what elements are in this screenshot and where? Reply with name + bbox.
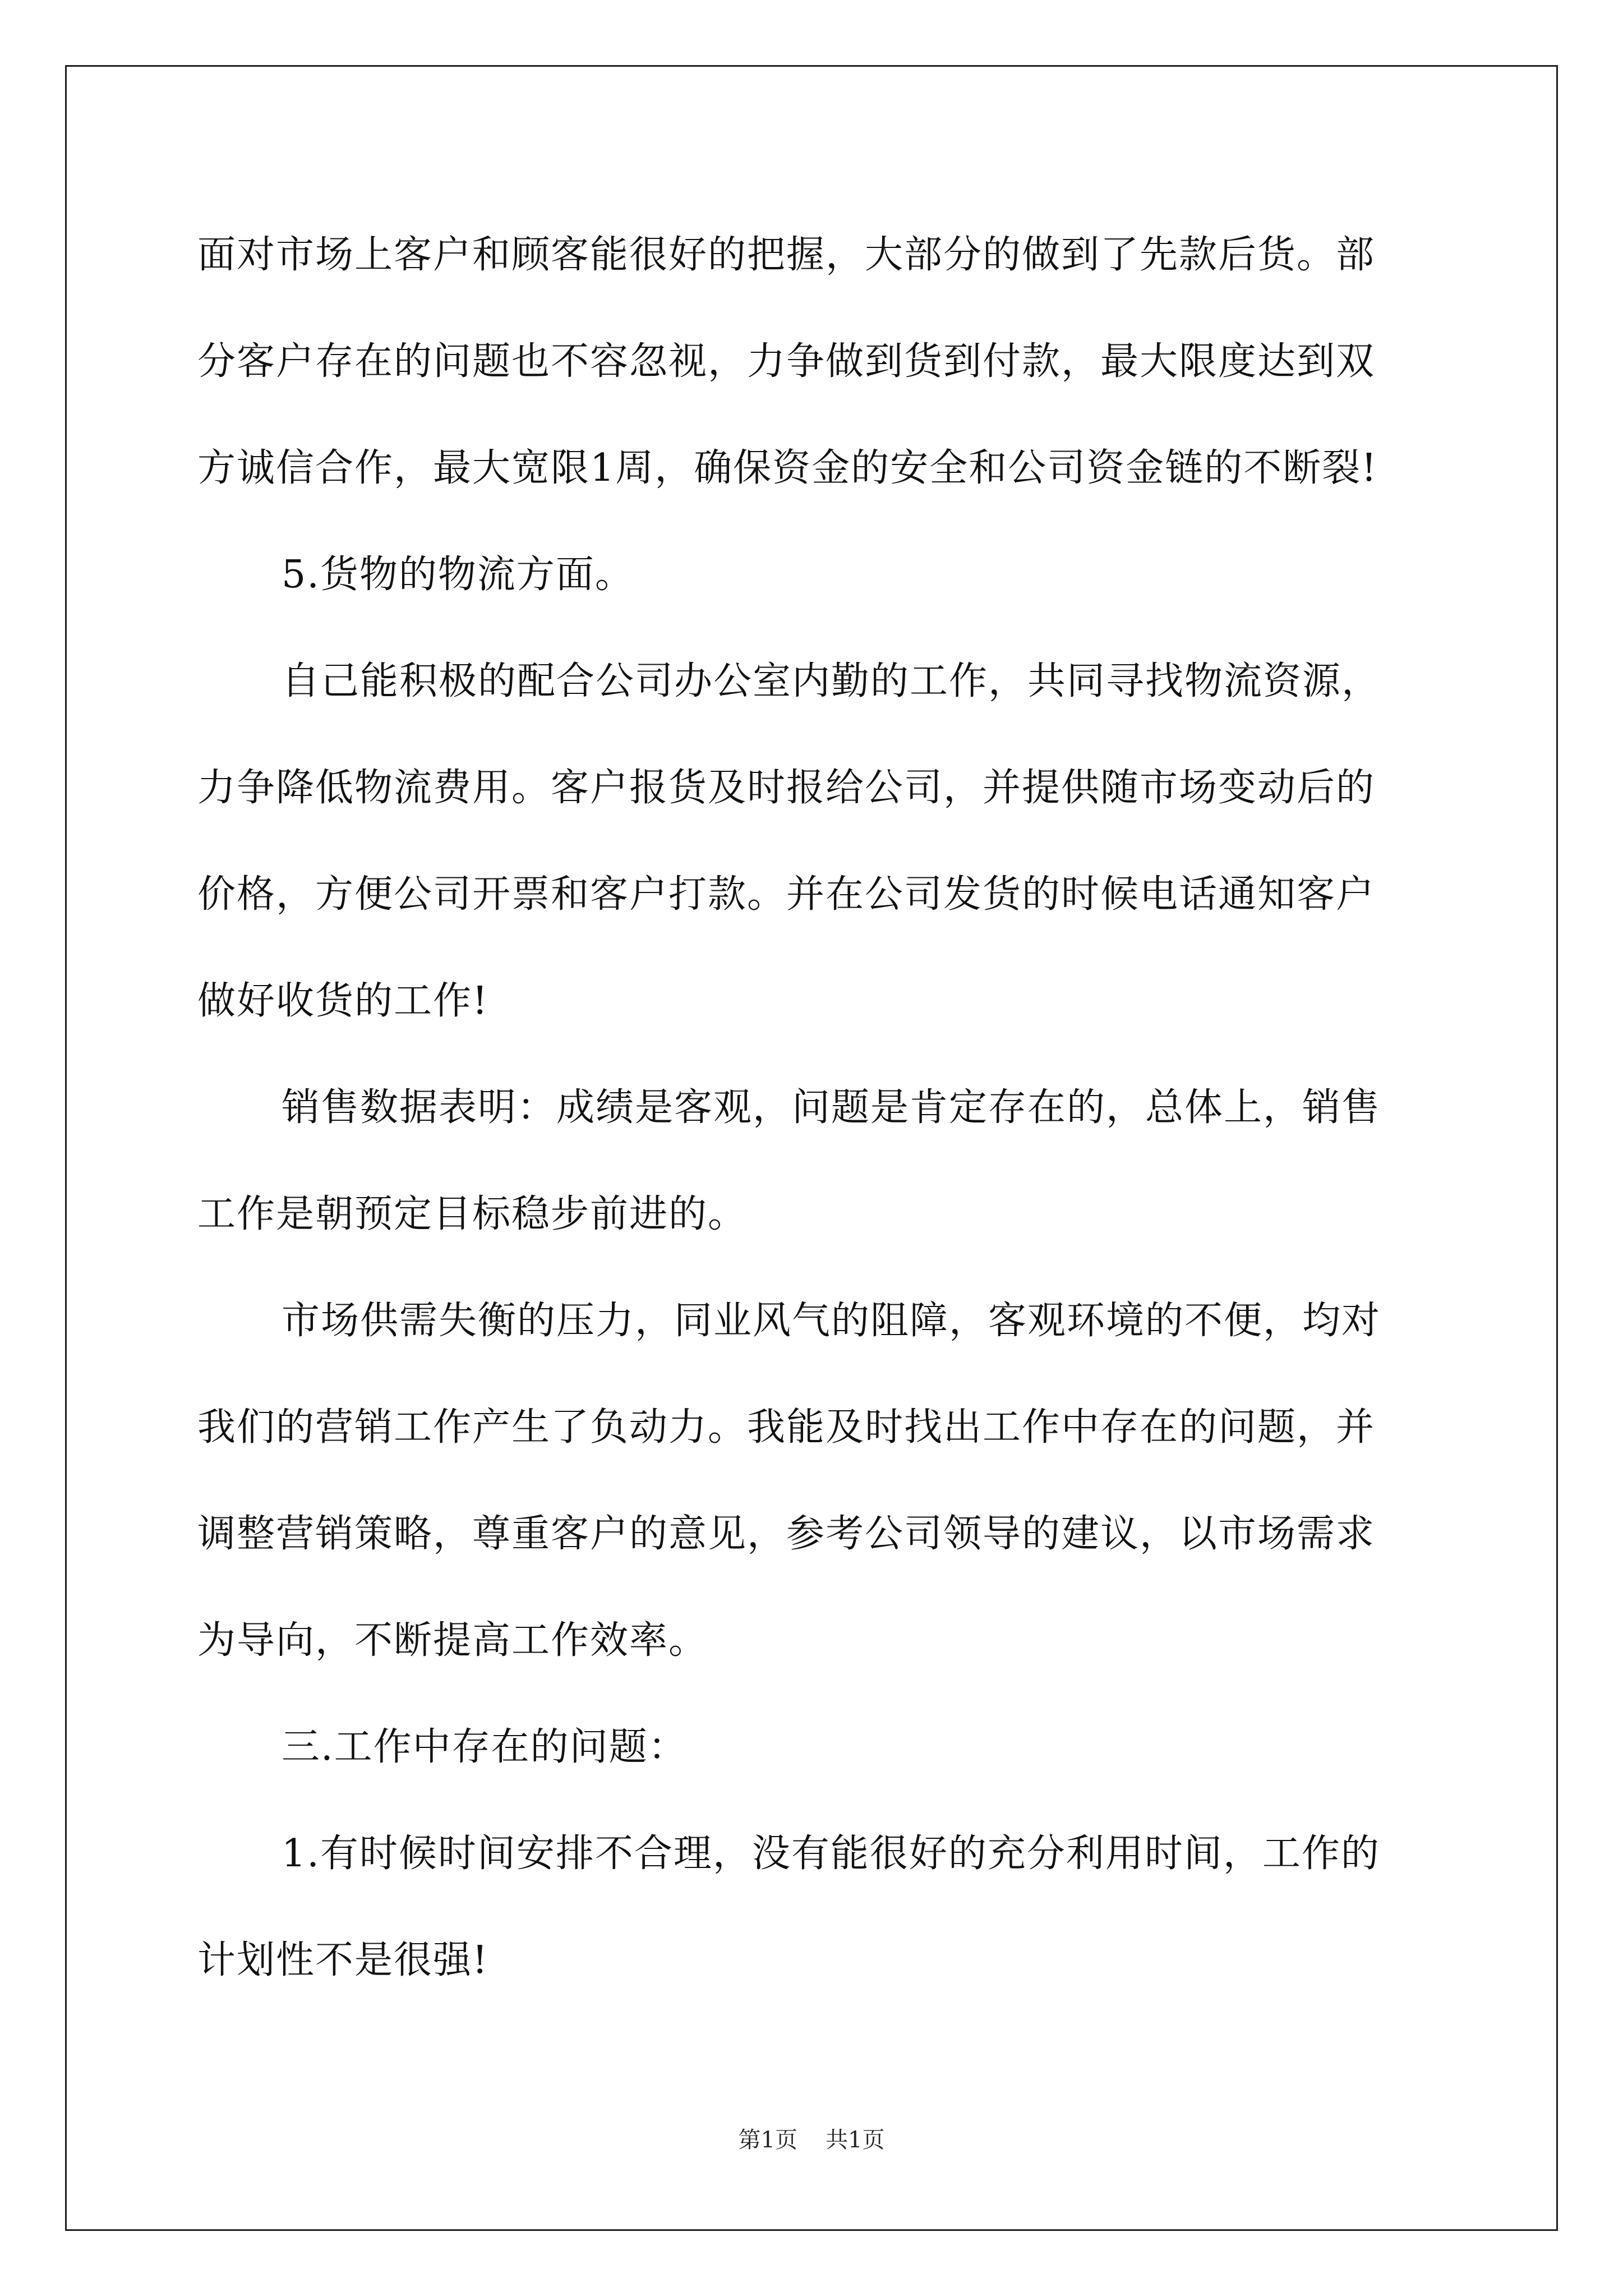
document-body xyxy=(197,202,1428,2014)
section-heading: 三.工作中存在的问题： xyxy=(282,1725,688,1769)
section-heading: 5.货物的物流方面。 xyxy=(282,553,634,597)
text-line: 自己能积极的配合公司办公室内勤的工作，共同寻找物流资源， xyxy=(282,659,1381,703)
page-total: 共1页 xyxy=(826,2127,885,2153)
text-line: 调整营销策略，尊重客户的意见，参考公司领导的建议，以市场需求 xyxy=(197,1512,1376,1556)
text-line: 我们的营销工作产生了负动力。我能及时找出工作中存在的问题，并 xyxy=(197,1405,1376,1450)
page-number: 第1页 xyxy=(738,2127,797,2153)
text-line: 计划性不是很强! xyxy=(197,1938,489,1982)
text-line: 为导向，不断提高工作效率。 xyxy=(197,1618,708,1663)
text-line: 分客户存在的问题也不容忽视，力争做到货到付款，最大限度达到双 xyxy=(197,339,1376,384)
text-line: 方诚信合作，最大宽限1周，确保资金的安全和公司资金链的不断裂! xyxy=(197,446,1378,490)
text-line: 1.有时候时间安排不合理，没有能很好的充分利用时间，工作的 xyxy=(282,1832,1380,1876)
text-line: 价格，方便公司开票和客户打款。并在公司发货的时候电话通知客户 xyxy=(197,872,1376,917)
text-line: 工作是朝预定目标稳步前进的。 xyxy=(197,1192,748,1236)
text-line: 力争降低物流费用。客户报货及时报给公司，并提供随市场变动后的 xyxy=(197,766,1376,810)
text-line: 市场供需失衡的压力，同业风气的阻障，客观环境的不便，均对 xyxy=(282,1299,1381,1343)
text-line: 面对市场上客户和顾客能很好的把握，大部分的做到了先款后货。部 xyxy=(197,233,1376,277)
text-line: 销售数据表明：成绩是客观，问题是肯定存在的，总体上，销售 xyxy=(282,1085,1381,1130)
page-footer xyxy=(0,2123,1623,2157)
text-line: 做好收货的工作! xyxy=(197,979,489,1023)
